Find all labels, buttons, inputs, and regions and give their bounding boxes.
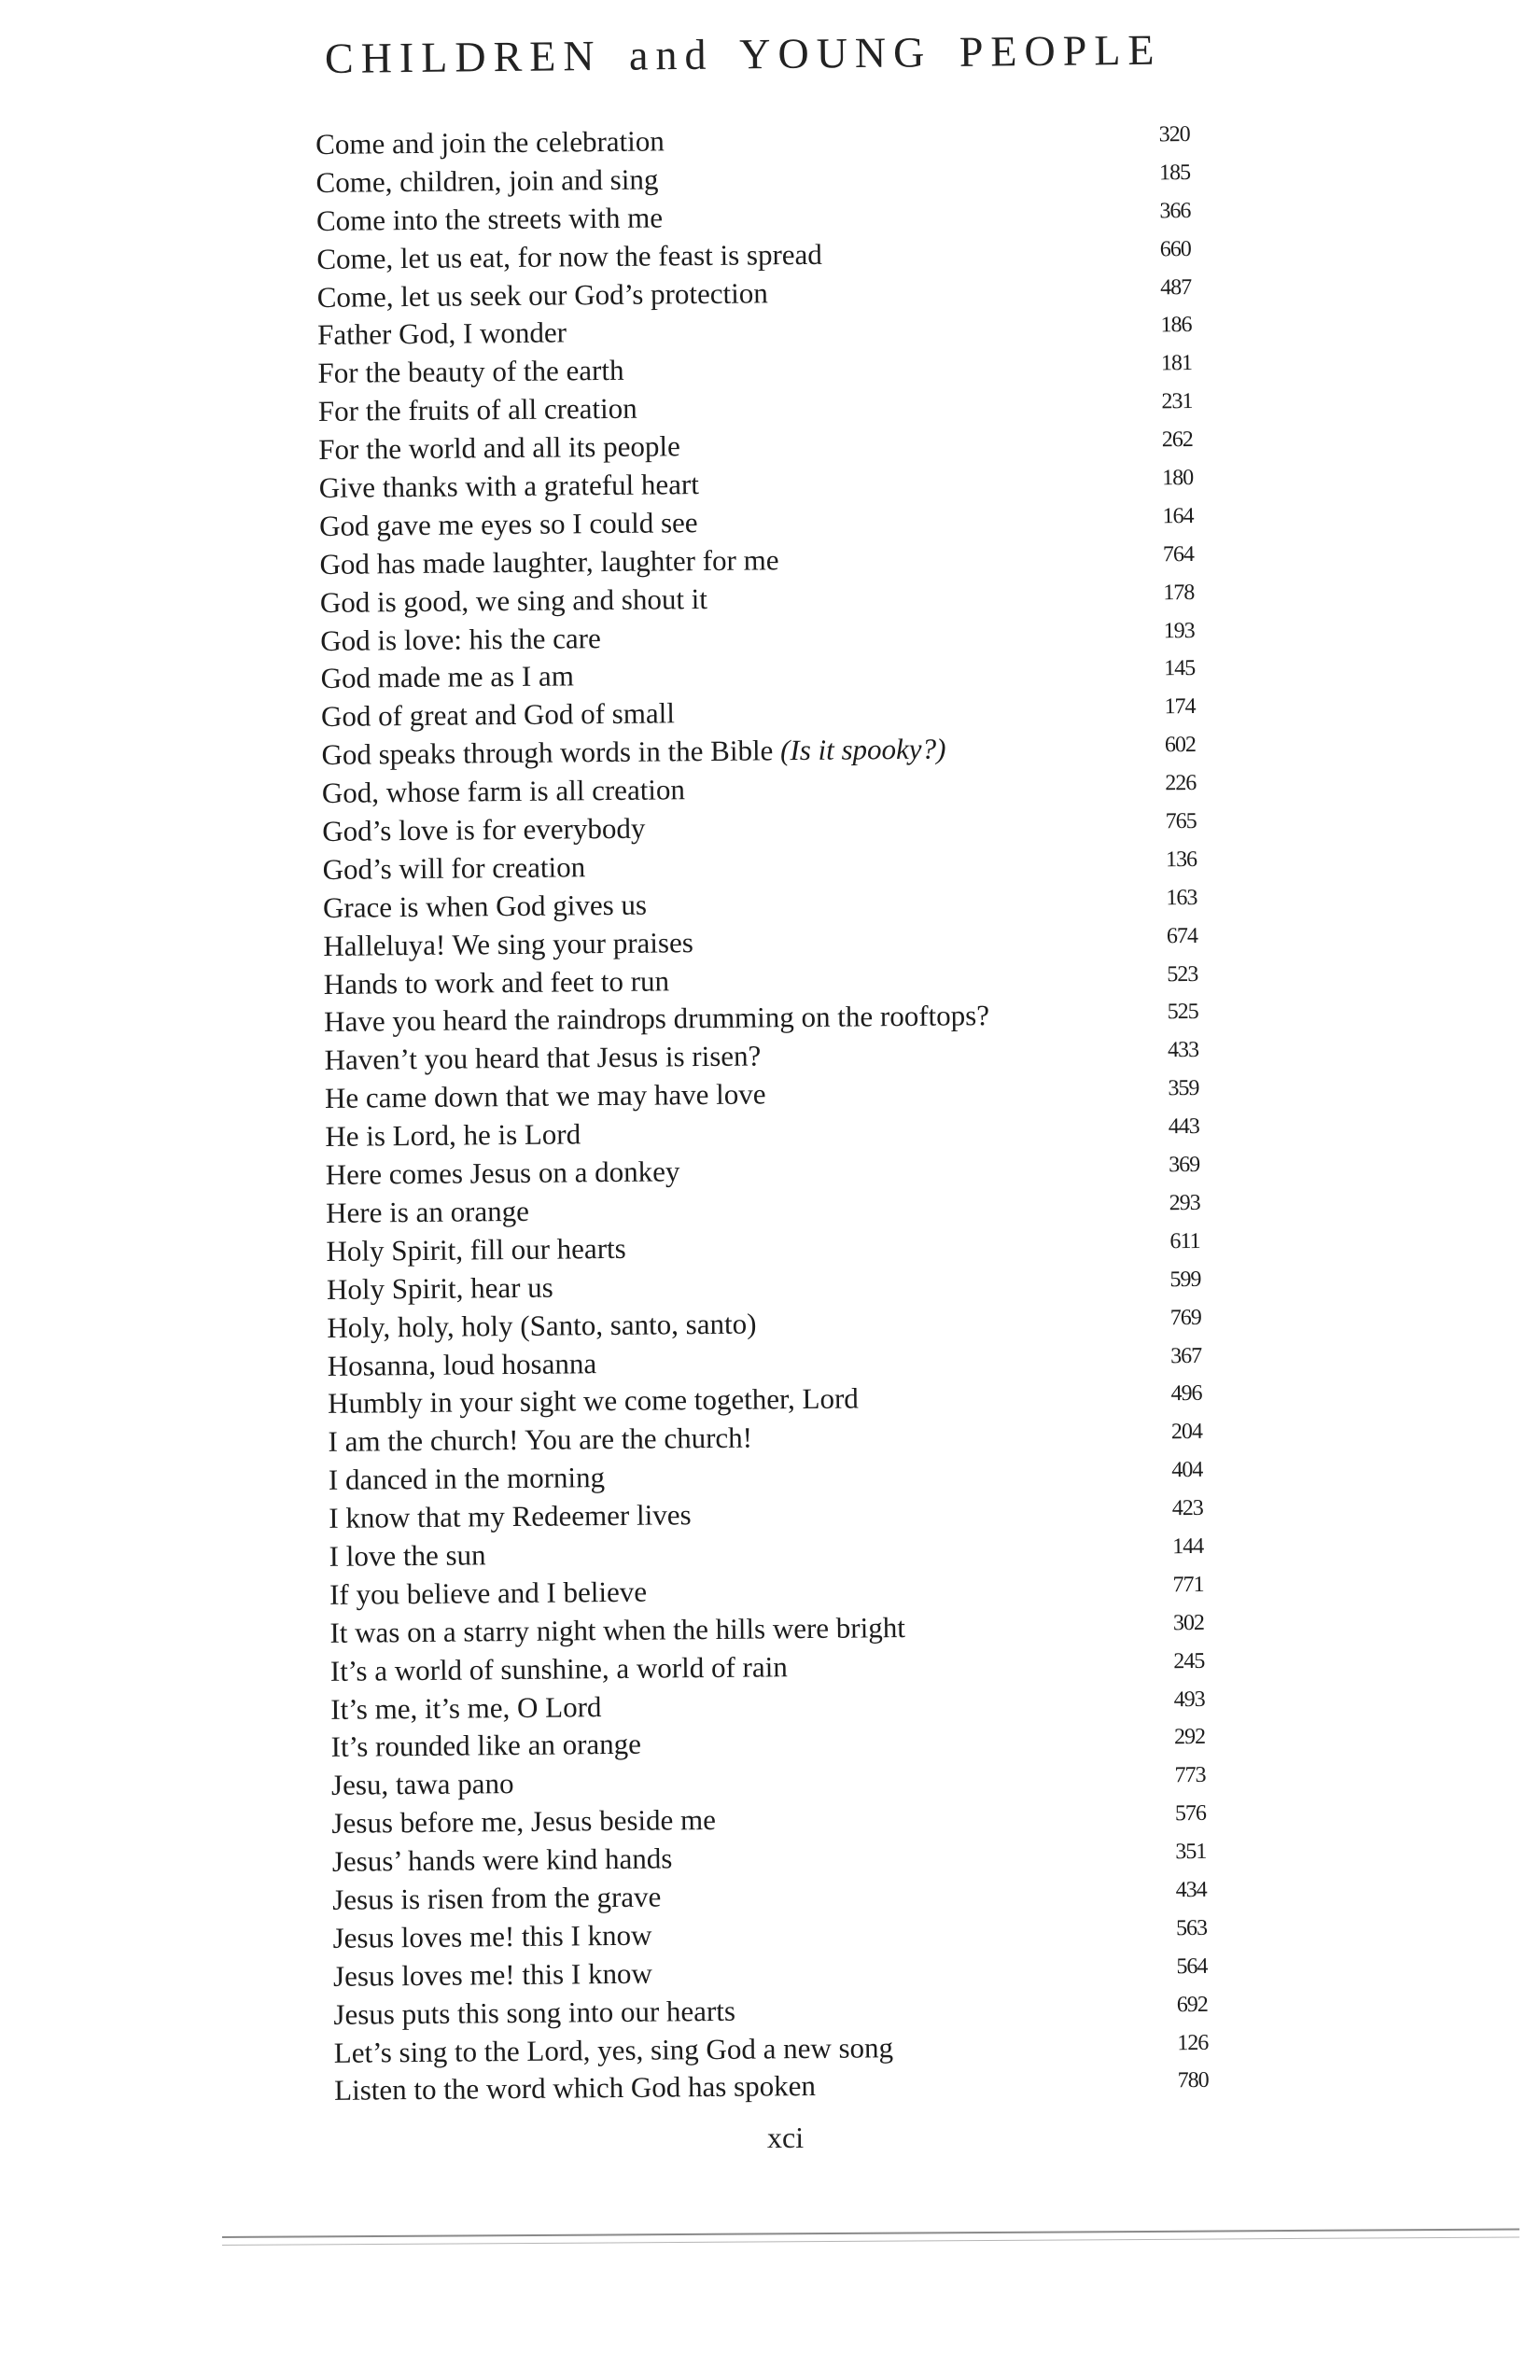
entry-title [320,581,707,623]
entry-number: 144 [1172,1533,1204,1560]
entry-title [319,466,700,508]
entry-title-text: Come, let us eat, for now the feast is spread [316,237,823,275]
entry-title-text: Father God, I wonder [316,315,567,352]
entry-title-text: Haven’t you heard that Jesus is risen? [324,1039,762,1077]
entry-title [315,161,658,202]
entry-title [326,1153,680,1195]
entry-number: 493 [1173,1687,1205,1712]
entry-title-text: Give thanks with a grateful heart [318,468,700,504]
entry-number: 231 [1161,389,1193,414]
entry-title-text: Come, children, join and sing [315,162,659,199]
entry-number: 674 [1166,923,1197,948]
entry-title-text: Here comes Jesus on a donkey [325,1155,680,1191]
entry-number: 136 [1165,847,1197,873]
entry-number: 525 [1167,1000,1198,1025]
entry-number: 660 [1159,236,1191,261]
entry-number: 178 [1163,580,1195,605]
entry-title [317,315,567,355]
entry-title [331,1765,514,1805]
entry-title-text: God, whose farm is all creation [321,773,686,810]
entry-title-text: Have you heard the raindrops drumming on the rooftops? [324,999,990,1039]
entry-title [315,122,665,163]
entry-number: 302 [1172,1610,1205,1635]
entry-title-text: Holy, holy, holy (Santo, santo, santo) [327,1307,757,1344]
entry-title [322,771,685,813]
entry-number: 764 [1162,541,1195,567]
entry-title [329,1574,647,1615]
entry-title-text: God is good, we sing and shout it [319,581,708,619]
page-number: xci [767,2121,805,2154]
entry-title [332,1916,651,1957]
entry-number: 186 [1160,313,1192,338]
entry-title [329,1496,692,1538]
entry-number: 245 [1173,1648,1205,1673]
entry-title [317,274,768,317]
entry-title [330,1688,602,1729]
entry-title [328,1420,752,1462]
entry-title [319,541,778,584]
entry-title [321,731,945,775]
entry-number: 369 [1169,1153,1200,1178]
entry-title [320,658,574,699]
entry-title [323,924,693,966]
entry-title-text: God has made laughter, laughter for me [319,543,779,581]
entry-title-text: God speaks through words in the Bible [321,734,774,772]
entry-number: 126 [1177,2030,1209,2055]
entry-number: 576 [1174,1801,1207,1827]
entry-title-text: Jesus’ hands were kind hands [331,1841,673,1878]
entry-title [316,199,663,240]
entry-number: 145 [1164,656,1196,681]
entry-title-text: God gave me eyes so I could see [318,505,698,542]
entry-number: 193 [1163,618,1195,643]
entry-title [325,1115,581,1156]
entry-number: 599 [1169,1267,1201,1292]
entry-number: 443 [1168,1114,1199,1140]
entry-title-text: Grace is when God gives us [322,888,648,924]
entry-title-text: If you believe and I believe [329,1575,648,1611]
entry-title-text: Hands to work and feet to run [323,963,670,1001]
entry-title-text: God is love: his the care [320,621,601,657]
entry-title-text: Listen to the word which God has spoken [334,2069,817,2107]
entry-number: 351 [1175,1840,1207,1865]
entry-title-text: Let’s sing to the Lord, yes, sing God a new song [333,2030,894,2069]
entry-title-text: Jesus before me, Jesus beside me [331,1803,717,1841]
entry-title [327,1305,756,1347]
entry-number: 164 [1162,503,1194,529]
entry-number: 433 [1167,1038,1199,1063]
entry-title [326,1193,529,1233]
entry-title-text: For the fruits of all creation [317,391,637,428]
entry-number: 163 [1166,885,1197,911]
entry-number: 564 [1176,1953,1208,1979]
entry-number: 367 [1170,1343,1202,1368]
entry-title-text: God of great and God of small [320,696,676,734]
entry-number: 320 [1158,122,1190,147]
entry-title-text: I am the church! You are the church! [328,1421,753,1459]
entry-title [333,1954,652,1995]
entry-title [317,352,623,393]
entry-number: 359 [1168,1076,1199,1101]
entry-number: 769 [1169,1305,1201,1330]
entry-title-text: God’s love is for everybody [322,811,646,847]
section-heading: CHILDREN and YOUNG PEOPLE [324,25,1162,82]
entry-title-text: Humbly in your sight we come together, Lord [327,1381,859,1421]
entry-title [322,848,585,889]
entry-title-text: Come and join the celebration [315,124,665,161]
entry-title [330,1648,788,1691]
entry-title [323,886,647,927]
entry-title-text: It’s me, it’s me, O Lord [330,1689,602,1726]
entry-title-text: For the beauty of the earth [317,354,624,390]
entry-title-text: He came down that we may have love [324,1077,766,1115]
entry-title-text: Jesus loves me! this I know [332,1956,653,1993]
entry-number: 765 [1165,809,1197,834]
entry-title-text: I know that my Redeemer lives [329,1498,692,1534]
entry-number: 292 [1173,1725,1206,1750]
entry-title [318,427,680,469]
entry-number: 181 [1160,351,1193,376]
entry-number: 692 [1176,1992,1208,2017]
entry-title [324,1038,761,1080]
entry-title-text: Jesu, tawa pano [330,1767,514,1802]
entry-number: 185 [1158,160,1191,186]
entry-number: 180 [1162,466,1194,491]
entry-title-text: Come into the streets with me [315,201,664,237]
entry-number: 423 [1171,1496,1203,1521]
entry-title [324,962,670,1003]
bottom-rule-faint [222,2237,1519,2246]
entry-title [318,390,637,431]
entry-title-text: I danced in the morning [328,1461,606,1497]
entry-note: (Is it spooky?) [779,732,946,767]
entry-title-text: It’s rounded like an orange [330,1728,642,1764]
entry-number: 366 [1159,198,1191,224]
entry-title-text: Halleluya! We sing your praises [323,925,693,962]
entry-title [325,1076,766,1118]
entry-number: 174 [1164,694,1196,720]
index-entry [334,2064,1230,2110]
entry-title [316,235,822,278]
entry-title [331,1801,716,1843]
entry-number: 404 [1171,1458,1203,1483]
entry-title-text: Jesus is risen from the grave [332,1880,662,1916]
entry-title [332,1840,673,1881]
entry-number: 780 [1177,2068,1209,2093]
entry-title-text: Hosanna, loud hosanna [327,1346,597,1382]
entry-title [334,2067,816,2110]
entry-title [328,1345,597,1386]
entry-title-text: Come, let us seek our God’s protection [316,275,768,314]
entry-title [333,1992,735,2034]
entry-number: 262 [1161,427,1193,453]
entry-title [334,2029,894,2073]
entry-title [321,695,675,737]
entry-title-text: It was on a starry night when the hills were bright [329,1610,906,1649]
entry-title [332,1879,662,1920]
entry-title [322,810,645,851]
entry-number: 293 [1169,1190,1200,1216]
entry-title [329,1536,486,1576]
entry-title-text: Here is an orange [326,1194,530,1229]
entry-title [326,1230,626,1271]
entry-number: 496 [1170,1381,1202,1407]
entry-number: 611 [1169,1228,1200,1254]
entry-title-text: He is Lord, he is Lord [325,1117,581,1154]
entry-title [328,1380,859,1423]
entry-title [329,1459,606,1500]
entry-title-text: God’s will for creation [322,850,586,886]
entry-number: 487 [1160,274,1192,300]
entry-title-text: Jesus puts this song into our hearts [333,1994,736,2031]
entry-title [329,1609,905,1653]
entry-title-text: For the world and all its people [318,429,680,467]
entry-title-text: God made me as I am [320,659,575,695]
entry-title [330,1726,641,1767]
entry-title-text: I love the sun [329,1538,486,1573]
entry-number: 773 [1174,1763,1206,1788]
entry-title-text: Holy Spirit, hear us [326,1270,553,1306]
entry-title [319,504,698,546]
entry-number: 204 [1170,1420,1203,1445]
entry-title-text: It’s a world of sunshine, a world of rain [329,1649,788,1687]
bottom-rule [222,2229,1519,2238]
entry-number: 523 [1167,961,1198,987]
entry-number: 602 [1164,733,1197,758]
hymn-index-list [315,118,1230,2110]
entry-number: 771 [1172,1572,1204,1598]
entry-title [320,620,601,661]
entry-title [324,998,989,1043]
entry-title-text: Jesus loves me! this I know [332,1918,652,1954]
entry-title [327,1268,553,1309]
entry-number: 226 [1165,771,1197,796]
entry-number: 563 [1175,1915,1208,1941]
entry-title-text: Holy Spirit, fill our hearts [326,1231,626,1267]
entry-number: 434 [1175,1877,1207,1903]
